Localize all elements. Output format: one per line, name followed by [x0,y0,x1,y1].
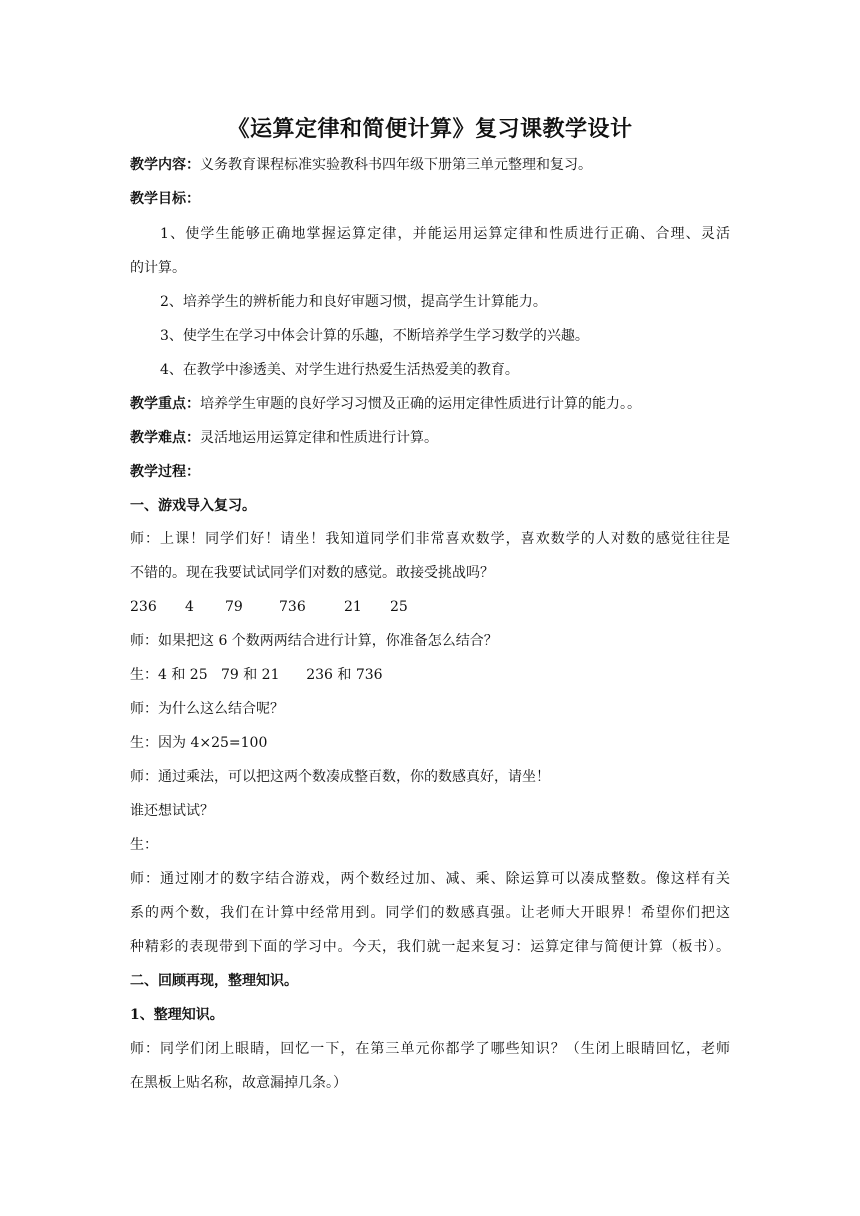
number-item: 736 [279,599,306,615]
paragraph-1-line-2: 不错的。现在我要试试同学们对数的感觉。敢接受挑战吗？ [130,565,494,581]
teaching-difficulty [130,428,438,448]
paragraph-4: 师：为什么这么结合呢？ [130,701,284,717]
paragraph-1-line-1: 师：上课！同学们好！请坐！我知道同学们非常喜欢数学，喜欢数学的人对数的感觉往往是 [130,531,730,547]
teaching-content-text: 义务教育课程标准实验教科书四年级下册第三单元整理和复习。 [200,157,592,173]
number-item: 4 [185,599,194,615]
key-point-label: 教学重点： [130,396,200,412]
paragraph-5: 生：因为 4×25=100 [130,735,268,751]
section-1-heading: 一、游戏导入复习。 [130,498,256,514]
goal-1-line-1: 1、使学生能够正确地掌握运算定律，并能运用运算定律和性质进行正确、合理、灵活 [160,226,730,242]
paragraph-8: 生： [130,837,158,853]
paragraph-9-line-1: 师：通过刚才的数字结合游戏，两个数经过加、减、乘、除运算可以凑成整数。像这样有关 [130,871,730,887]
goal-4: 4、在教学中渗透美、对学生进行热爱生活热爱美的教育。 [160,362,519,378]
teaching-content [130,155,592,175]
key-point-text: 培养学生审题的良好学习习惯及正确的运用定律性质进行计算的能力。。 [200,396,641,412]
paragraph-10-line-2: 在黑板上贴名称，故意漏掉几条。） [130,1075,347,1091]
paragraph-9-line-3: 种精彩的表现带到下面的学习中。今天，我们就一起来复习：运算定律与简便计算（板书）。 [130,939,730,955]
goals-heading: 教学目标： [130,191,200,207]
teaching-content-label: 教学内容： [130,157,200,173]
subsection-1-heading: 1、整理知识。 [130,1007,224,1023]
paragraph-3: 生：4 和 25 79 和 21 236 和 736 [130,667,383,683]
section-2-heading: 二、回顾再现，整理知识。 [130,973,298,989]
paragraph-7: 谁还想试试？ [130,803,214,819]
goal-1-line-2: 的计算。 [130,260,186,276]
difficulty-label: 教学难点： [130,430,200,446]
number-item: 21 [344,599,362,615]
goal-3: 3、使学生在学习中体会计算的乐趣，不断培养学生学习数学的兴趣。 [160,328,589,344]
document-title: 《运算定律和简便计算》复习课教学设计 [227,116,633,142]
number-list [130,597,408,617]
number-item: 236 [130,599,157,615]
process-heading: 教学过程： [130,464,200,480]
teaching-key-point [130,394,641,414]
number-item: 79 [225,599,243,615]
difficulty-text: 灵活地运用运算定律和性质进行计算。 [200,430,438,446]
paragraph-6: 师：通过乘法，可以把这两个数凑成整百数，你的数感真好，请坐！ [130,769,550,785]
paragraph-9-line-2: 系的两个数，我们在计算中经常用到。同学们的数感真强。让老师大开眼界！希望你们把这 [130,905,730,921]
goal-2: 2、培养学生的辨析能力和良好审题习惯，提高学生计算能力。 [160,294,547,310]
number-item: 25 [390,599,408,615]
paragraph-2: 师：如果把这 6 个数两两结合进行计算，你准备怎么结合？ [130,633,498,649]
paragraph-10-line-1: 师：同学们闭上眼睛，回忆一下，在第三单元你都学了哪些知识？（生闭上眼睛回忆，老师 [130,1041,730,1057]
